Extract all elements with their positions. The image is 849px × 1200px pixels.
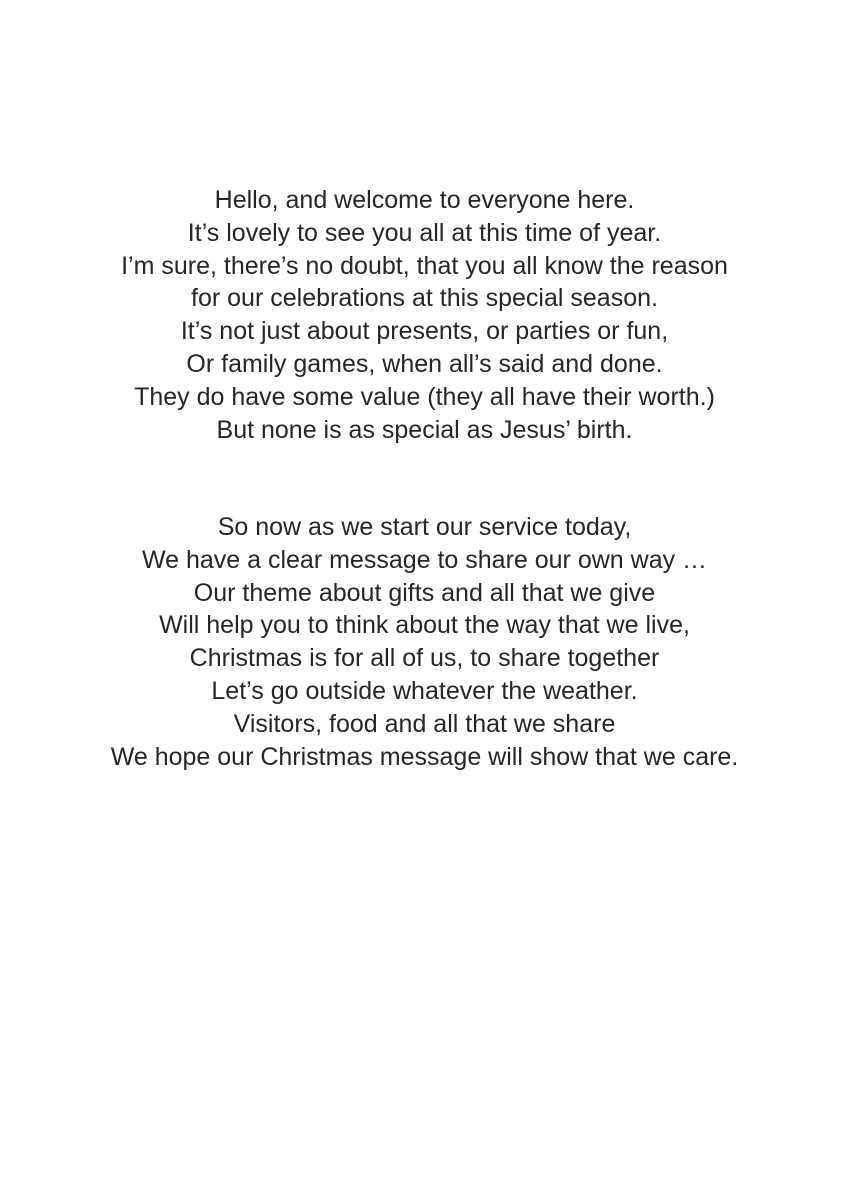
poem-stanza-2 [0,511,849,773]
poem-line: I’m sure, there’s no doubt, that you all know the reason [121,251,728,280]
poem-line: It’s lovely to see you all at this time of year. [187,218,662,247]
poem-line: They do have some value (they all have their worth.) [134,382,715,411]
poem-line: Christmas is for all of us, to share together [189,644,660,673]
poem-line: So now as we start our service today, [217,513,632,541]
poem-line: Hello, and welcome to everyone here. [214,186,635,214]
poem-line: But none is as special as Jesus’ birth. [216,415,633,444]
poem-line: We have a clear message to share our own way … [141,545,708,574]
poem-line: Let’s go outside whatever the weather. [211,676,638,705]
poem-line: Visitors, food and all that we share [233,709,616,738]
poem-line: Or family games, when all’s said and done. [186,349,663,378]
poem-line: Our theme about gifts and all that we give [193,578,656,607]
poem-stanza-1 [0,184,849,446]
poem-line: We hope our Christmas message will show that we care. [110,742,739,771]
poem-line: Will help you to think about the way that we live, [159,611,690,640]
poem-line: for our celebrations at this special season. [191,284,658,313]
poem-line: It’s not just about presents, or parties or fun, [180,317,669,346]
